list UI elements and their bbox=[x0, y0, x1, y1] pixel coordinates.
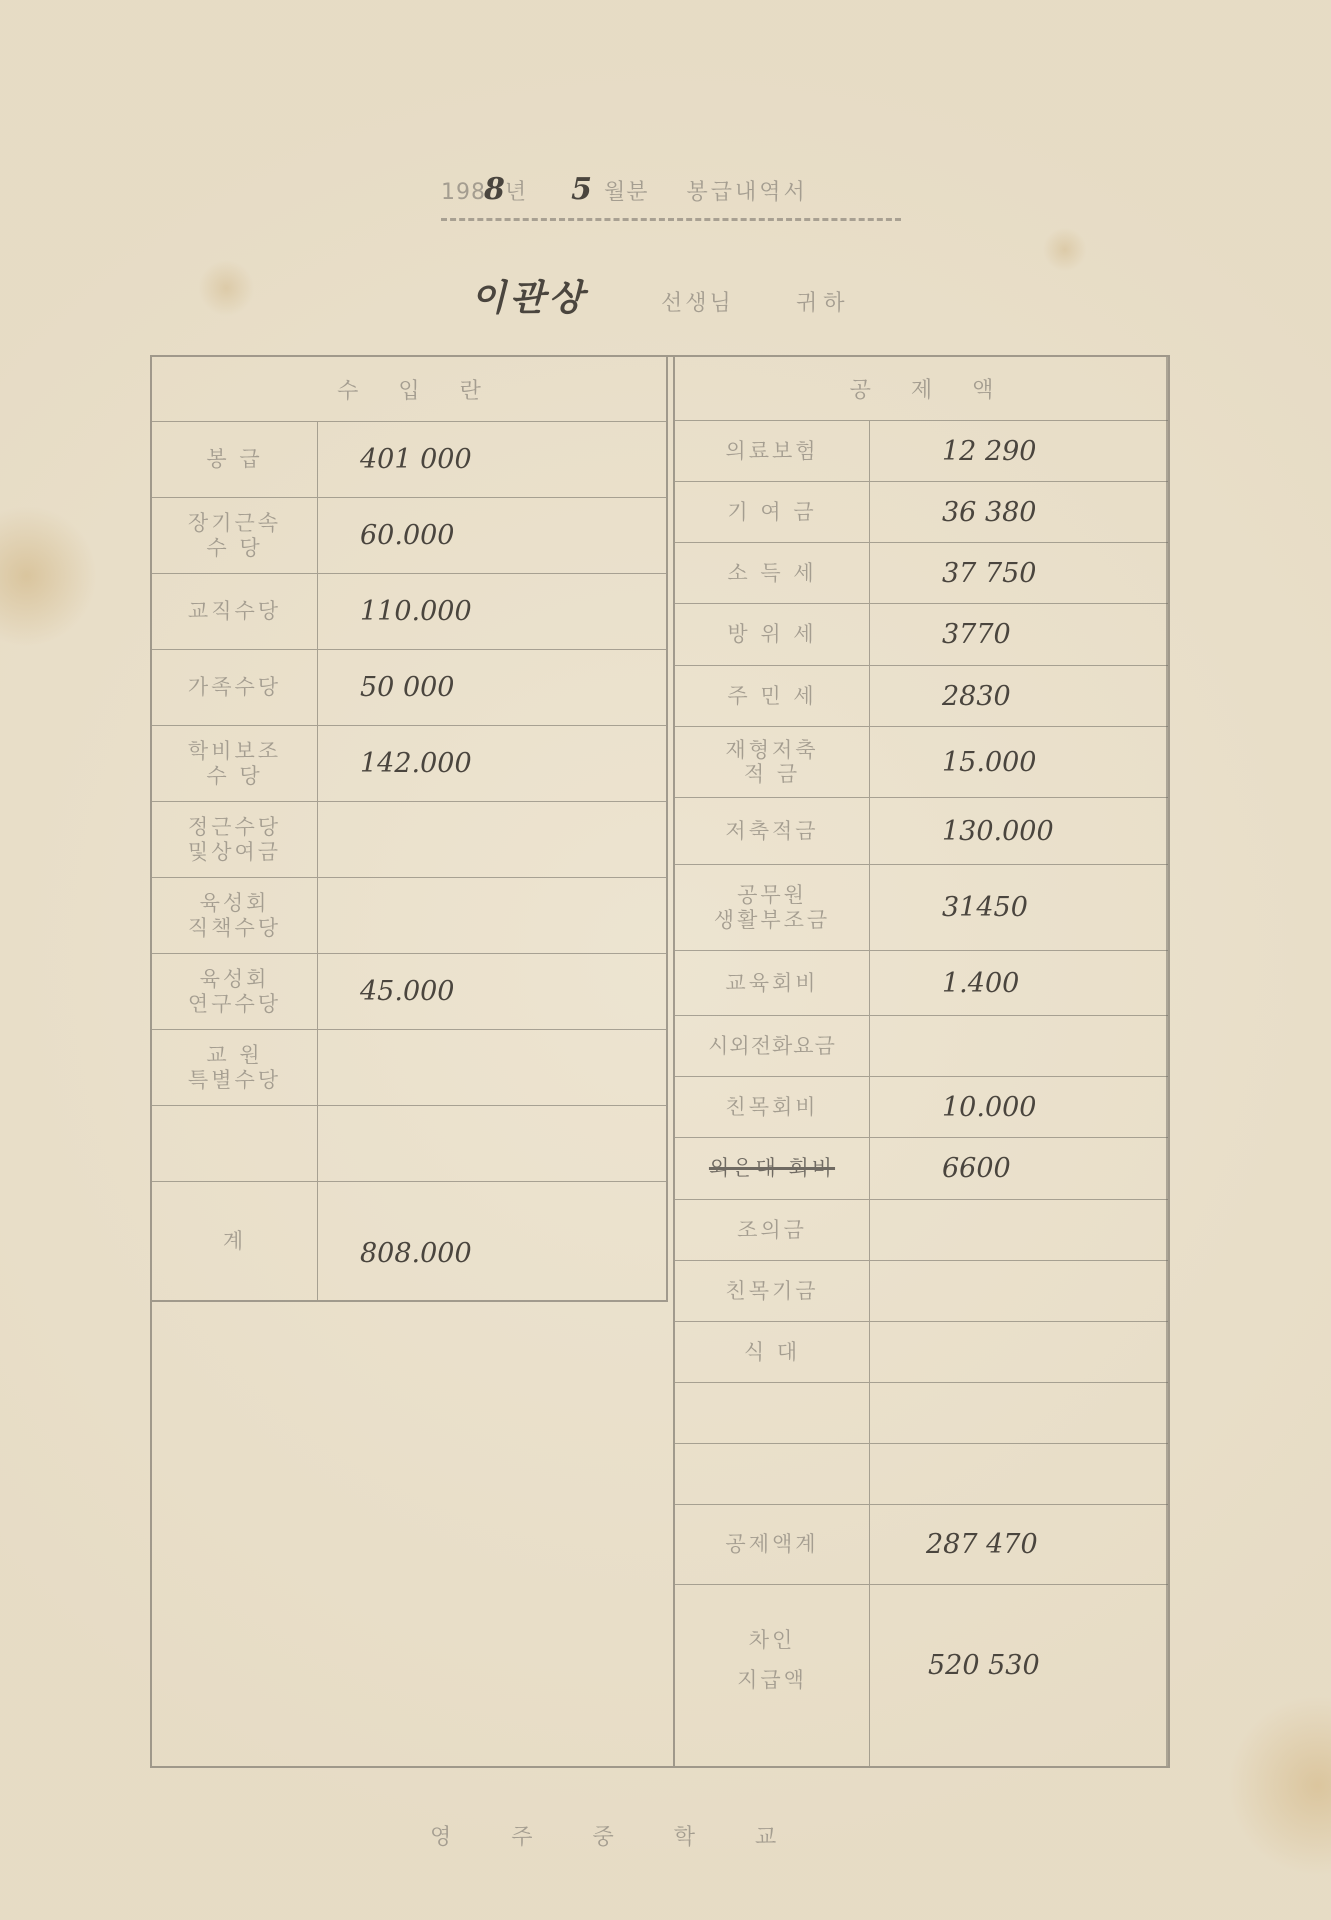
deduction-value bbox=[870, 1322, 1168, 1382]
income-value: 60.000 bbox=[360, 520, 455, 551]
deduction-row-struck bbox=[675, 1138, 1168, 1200]
income-row bbox=[152, 1030, 666, 1106]
deduction-label bbox=[675, 1383, 870, 1443]
income-total-value: 808.000 bbox=[360, 1237, 472, 1269]
income-table bbox=[152, 357, 668, 1302]
income-label bbox=[152, 1106, 318, 1181]
deduction-row bbox=[675, 1200, 1168, 1261]
deduction-row bbox=[675, 1261, 1168, 1322]
deduction-table bbox=[673, 357, 1168, 1766]
income-value bbox=[318, 1030, 666, 1105]
income-row bbox=[152, 1106, 666, 1182]
deduction-row bbox=[675, 421, 1168, 482]
deduction-label: 의료보험 bbox=[675, 421, 870, 481]
income-label: 정근수당 및상여금 bbox=[152, 802, 318, 877]
deduction-value: 15.000 bbox=[942, 746, 1037, 778]
recipient-name: 이관상 bbox=[471, 277, 588, 319]
deduction-row bbox=[675, 482, 1168, 543]
deduction-value bbox=[870, 1200, 1168, 1260]
school-name: 영주중학교 bbox=[430, 1825, 837, 1850]
title-year-unit: 년 bbox=[504, 180, 528, 205]
income-value: 142.000 bbox=[360, 748, 472, 779]
income-label: 교직수당 bbox=[152, 574, 318, 649]
title-year-handwritten: 8 bbox=[484, 172, 505, 207]
deduction-value bbox=[870, 1383, 1168, 1443]
income-value bbox=[318, 802, 666, 877]
income-label: 교 원 특별수당 bbox=[152, 1030, 318, 1105]
income-value bbox=[318, 878, 666, 953]
income-row bbox=[152, 954, 666, 1030]
deduction-value: 3770 bbox=[942, 619, 1011, 650]
title-month-unit: 월분 bbox=[604, 180, 649, 205]
deduction-label: 주 민 세 bbox=[675, 666, 870, 726]
deduction-label: 식 대 bbox=[675, 1322, 870, 1382]
deduction-total-value: 287 470 bbox=[926, 1529, 1038, 1560]
title-underline bbox=[441, 218, 901, 221]
income-row bbox=[152, 498, 666, 574]
deduction-value: 36 380 bbox=[942, 496, 1037, 528]
deduction-value bbox=[870, 1444, 1168, 1504]
deduction-row bbox=[675, 666, 1168, 727]
income-label: 봉 급 bbox=[152, 422, 318, 497]
deduction-row bbox=[675, 865, 1168, 951]
income-row bbox=[152, 574, 666, 650]
deduction-row bbox=[675, 543, 1168, 604]
deduction-label: 공무원 생활부조금 bbox=[675, 865, 870, 950]
income-label: 육성회 연구수당 bbox=[152, 954, 318, 1029]
deduction-label bbox=[675, 1138, 870, 1199]
deduction-label: 교육회비 bbox=[675, 951, 870, 1015]
income-value: 45.000 bbox=[360, 976, 455, 1007]
deduction-label: 저축적금 bbox=[675, 798, 870, 864]
deduction-value: 10.000 bbox=[942, 1091, 1037, 1123]
deduction-row bbox=[675, 1016, 1168, 1077]
net-pay-label: 차인 지급액 bbox=[675, 1585, 870, 1766]
income-label: 장기근속 수 당 bbox=[152, 498, 318, 573]
deduction-total-row bbox=[675, 1505, 1168, 1585]
deduction-label: 조의금 bbox=[675, 1200, 870, 1260]
deduction-value bbox=[870, 1261, 1168, 1321]
income-row bbox=[152, 726, 666, 802]
deduction-row bbox=[675, 727, 1168, 798]
deduction-label: 시외전화요금 bbox=[675, 1016, 870, 1076]
income-row bbox=[152, 650, 666, 726]
recipient-suffix: 귀하 bbox=[796, 291, 851, 316]
income-value: 401 000 bbox=[360, 444, 472, 475]
statement-frame bbox=[150, 355, 1170, 1768]
deduction-label: 재형저축 적 금 bbox=[675, 727, 870, 797]
net-pay-row bbox=[675, 1585, 1168, 1766]
title-year-printed: 198 bbox=[441, 180, 486, 205]
income-value: 110.000 bbox=[360, 596, 472, 627]
income-label: 육성회 직책수당 bbox=[152, 878, 318, 953]
deduction-header-row bbox=[675, 357, 1168, 421]
income-row bbox=[152, 802, 666, 878]
deduction-row bbox=[675, 604, 1168, 666]
deduction-row bbox=[675, 1444, 1168, 1505]
struck-label-text: 외은대 회비 bbox=[708, 1156, 836, 1181]
income-row bbox=[152, 422, 666, 498]
deduction-label bbox=[675, 1444, 870, 1504]
deduction-label: 친목회비 bbox=[675, 1077, 870, 1137]
deduction-label: 소 득 세 bbox=[675, 543, 870, 603]
income-value: 50 000 bbox=[360, 672, 455, 703]
deduction-label: 기 여 금 bbox=[675, 482, 870, 542]
deduction-total-label: 공제액계 bbox=[675, 1505, 870, 1584]
title-month: 5 bbox=[571, 172, 593, 207]
deduction-label: 친목기금 bbox=[675, 1261, 870, 1321]
deduction-row bbox=[675, 798, 1168, 865]
net-pay-value: 520 530 bbox=[928, 1650, 1040, 1681]
income-row bbox=[152, 878, 666, 954]
document-title bbox=[441, 172, 911, 216]
income-header: 수입란 bbox=[337, 378, 521, 404]
deduction-value: 31450 bbox=[942, 892, 1028, 923]
deduction-header: 공제액 bbox=[849, 378, 1034, 403]
deduction-label: 방 위 세 bbox=[675, 604, 870, 665]
deduction-value: 2830 bbox=[942, 680, 1011, 712]
deduction-row bbox=[675, 951, 1168, 1016]
income-label: 가족수당 bbox=[152, 650, 318, 725]
deduction-row bbox=[675, 1322, 1168, 1383]
recipient-honorific: 선생님 bbox=[661, 291, 734, 316]
deduction-value: 1.400 bbox=[942, 967, 1020, 999]
deduction-value: 12 290 bbox=[942, 435, 1037, 467]
income-label: 학비보조 수 당 bbox=[152, 726, 318, 801]
title-document-name: 봉급내역서 bbox=[686, 180, 808, 205]
income-value bbox=[318, 1106, 666, 1181]
deduction-value bbox=[870, 1016, 1168, 1076]
deduction-row bbox=[675, 1383, 1168, 1444]
deduction-value: 6600 bbox=[942, 1153, 1011, 1184]
income-total-label: 계 bbox=[152, 1182, 318, 1300]
income-header-row bbox=[152, 357, 666, 422]
income-total-row bbox=[152, 1182, 666, 1300]
deduction-value: 37 750 bbox=[942, 557, 1037, 589]
deduction-row bbox=[675, 1077, 1168, 1138]
deduction-value: 130.000 bbox=[942, 815, 1054, 847]
